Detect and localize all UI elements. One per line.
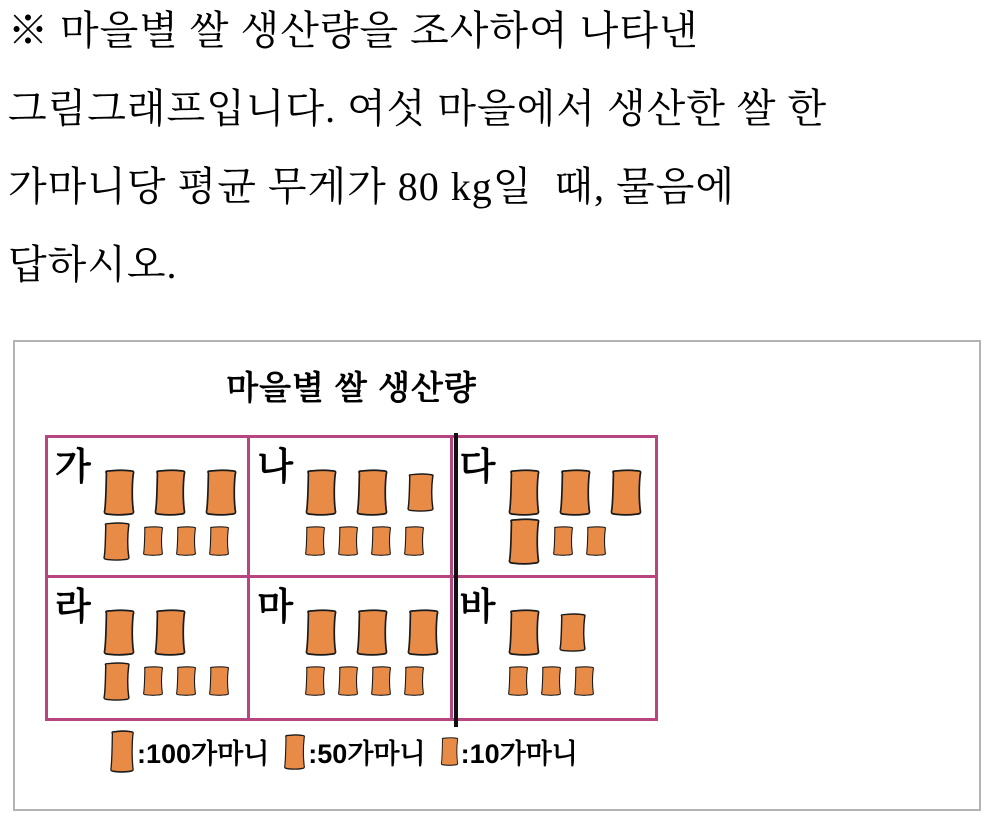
sack-rows bbox=[102, 608, 230, 702]
large-sack-icon bbox=[406, 609, 440, 656]
sack-row bbox=[304, 608, 440, 656]
small-sack-icon bbox=[403, 666, 425, 696]
village-label: 가 bbox=[55, 446, 91, 487]
sack-rows bbox=[507, 608, 595, 702]
large-sack-icon bbox=[102, 469, 136, 516]
sack-row bbox=[102, 468, 238, 516]
sack-row bbox=[102, 520, 238, 562]
pictograph-figure bbox=[13, 340, 981, 811]
problem-statement bbox=[8, 0, 968, 304]
legend-label: :100가마니 bbox=[137, 739, 270, 769]
small-sack-icon bbox=[540, 666, 562, 696]
chart-title: 마을별 쌀 생산량 bbox=[226, 369, 477, 406]
sack-row bbox=[304, 660, 440, 702]
sack-row bbox=[507, 608, 595, 656]
problem-line: 그림그래프입니다. 여섯 마을에서 생산한 쌀 한 bbox=[8, 86, 828, 131]
large-sack-icon bbox=[558, 469, 592, 516]
legend-label: :50가마니 bbox=[308, 739, 426, 769]
sack-row bbox=[507, 468, 643, 516]
medium-sack-icon bbox=[406, 473, 435, 512]
small-sack-icon bbox=[142, 666, 164, 696]
small-sack-icon bbox=[403, 526, 425, 556]
problem-line: ※ 마을별 쌀 생산량을 조사하여 나타낸 bbox=[8, 8, 699, 53]
medium-sack-icon bbox=[283, 734, 306, 770]
large-sack-icon bbox=[355, 469, 389, 516]
sack-rows bbox=[102, 468, 238, 562]
sack-row bbox=[507, 520, 643, 562]
sack-row bbox=[102, 660, 230, 702]
small-sack-icon bbox=[337, 666, 359, 696]
problem-line: 답하시오. bbox=[8, 242, 178, 287]
large-sack-icon bbox=[304, 609, 338, 656]
small-sack-icon bbox=[208, 666, 230, 696]
legend-item-50 bbox=[283, 732, 425, 771]
small-sack-icon bbox=[142, 526, 164, 556]
small-sack-icon bbox=[304, 666, 326, 696]
village-label: 바 bbox=[459, 586, 496, 627]
large-sack-icon bbox=[507, 609, 541, 656]
legend-item-10 bbox=[440, 732, 578, 771]
small-sack-icon bbox=[175, 526, 197, 556]
village-cell-다 bbox=[453, 438, 655, 578]
small-sack-icon bbox=[552, 526, 574, 556]
large-sack-icon bbox=[609, 469, 643, 516]
problem-line: 가마니당 평균 무게가 80 kg일 때, 물음에 bbox=[8, 164, 735, 209]
medium-sack-icon bbox=[558, 613, 587, 652]
sack-row bbox=[304, 520, 435, 562]
small-sack-icon bbox=[175, 666, 197, 696]
pictograph-grid bbox=[45, 435, 658, 721]
village-label: 라 bbox=[55, 586, 91, 627]
large-sack-icon bbox=[204, 469, 238, 516]
village-label: 다 bbox=[459, 446, 496, 487]
sack-row bbox=[304, 468, 435, 516]
column-divider-line bbox=[454, 433, 458, 727]
large-sack-icon bbox=[355, 609, 389, 656]
legend-item-100 bbox=[109, 730, 269, 773]
village-cell-나 bbox=[250, 438, 452, 578]
sack-rows bbox=[304, 608, 440, 702]
small-sack-icon bbox=[585, 526, 607, 556]
village-cell-바 bbox=[453, 578, 655, 718]
sack-row bbox=[102, 608, 230, 656]
large-sack-icon bbox=[102, 609, 136, 656]
small-sack-icon bbox=[573, 666, 595, 696]
village-label: 나 bbox=[257, 446, 294, 487]
village-cell-가 bbox=[48, 438, 250, 578]
sack-rows bbox=[507, 468, 643, 562]
large-sack-icon bbox=[507, 518, 541, 565]
large-sack-icon bbox=[109, 730, 135, 773]
medium-sack-icon bbox=[102, 662, 131, 701]
village-label: 마 bbox=[257, 586, 294, 627]
small-sack-icon bbox=[370, 666, 392, 696]
large-sack-icon bbox=[304, 469, 338, 516]
village-cell-마 bbox=[250, 578, 452, 718]
chart-legend bbox=[109, 730, 578, 773]
small-sack-icon bbox=[370, 526, 392, 556]
sack-row bbox=[507, 660, 595, 702]
small-sack-icon bbox=[440, 737, 459, 766]
legend-label: :10가마니 bbox=[460, 739, 578, 769]
small-sack-icon bbox=[208, 526, 230, 556]
sack-rows bbox=[304, 468, 435, 562]
small-sack-icon bbox=[507, 666, 529, 696]
large-sack-icon bbox=[507, 469, 541, 516]
small-sack-icon bbox=[304, 526, 326, 556]
medium-sack-icon bbox=[102, 522, 131, 561]
large-sack-icon bbox=[153, 609, 187, 656]
village-cell-라 bbox=[48, 578, 250, 718]
large-sack-icon bbox=[153, 469, 187, 516]
small-sack-icon bbox=[337, 526, 359, 556]
